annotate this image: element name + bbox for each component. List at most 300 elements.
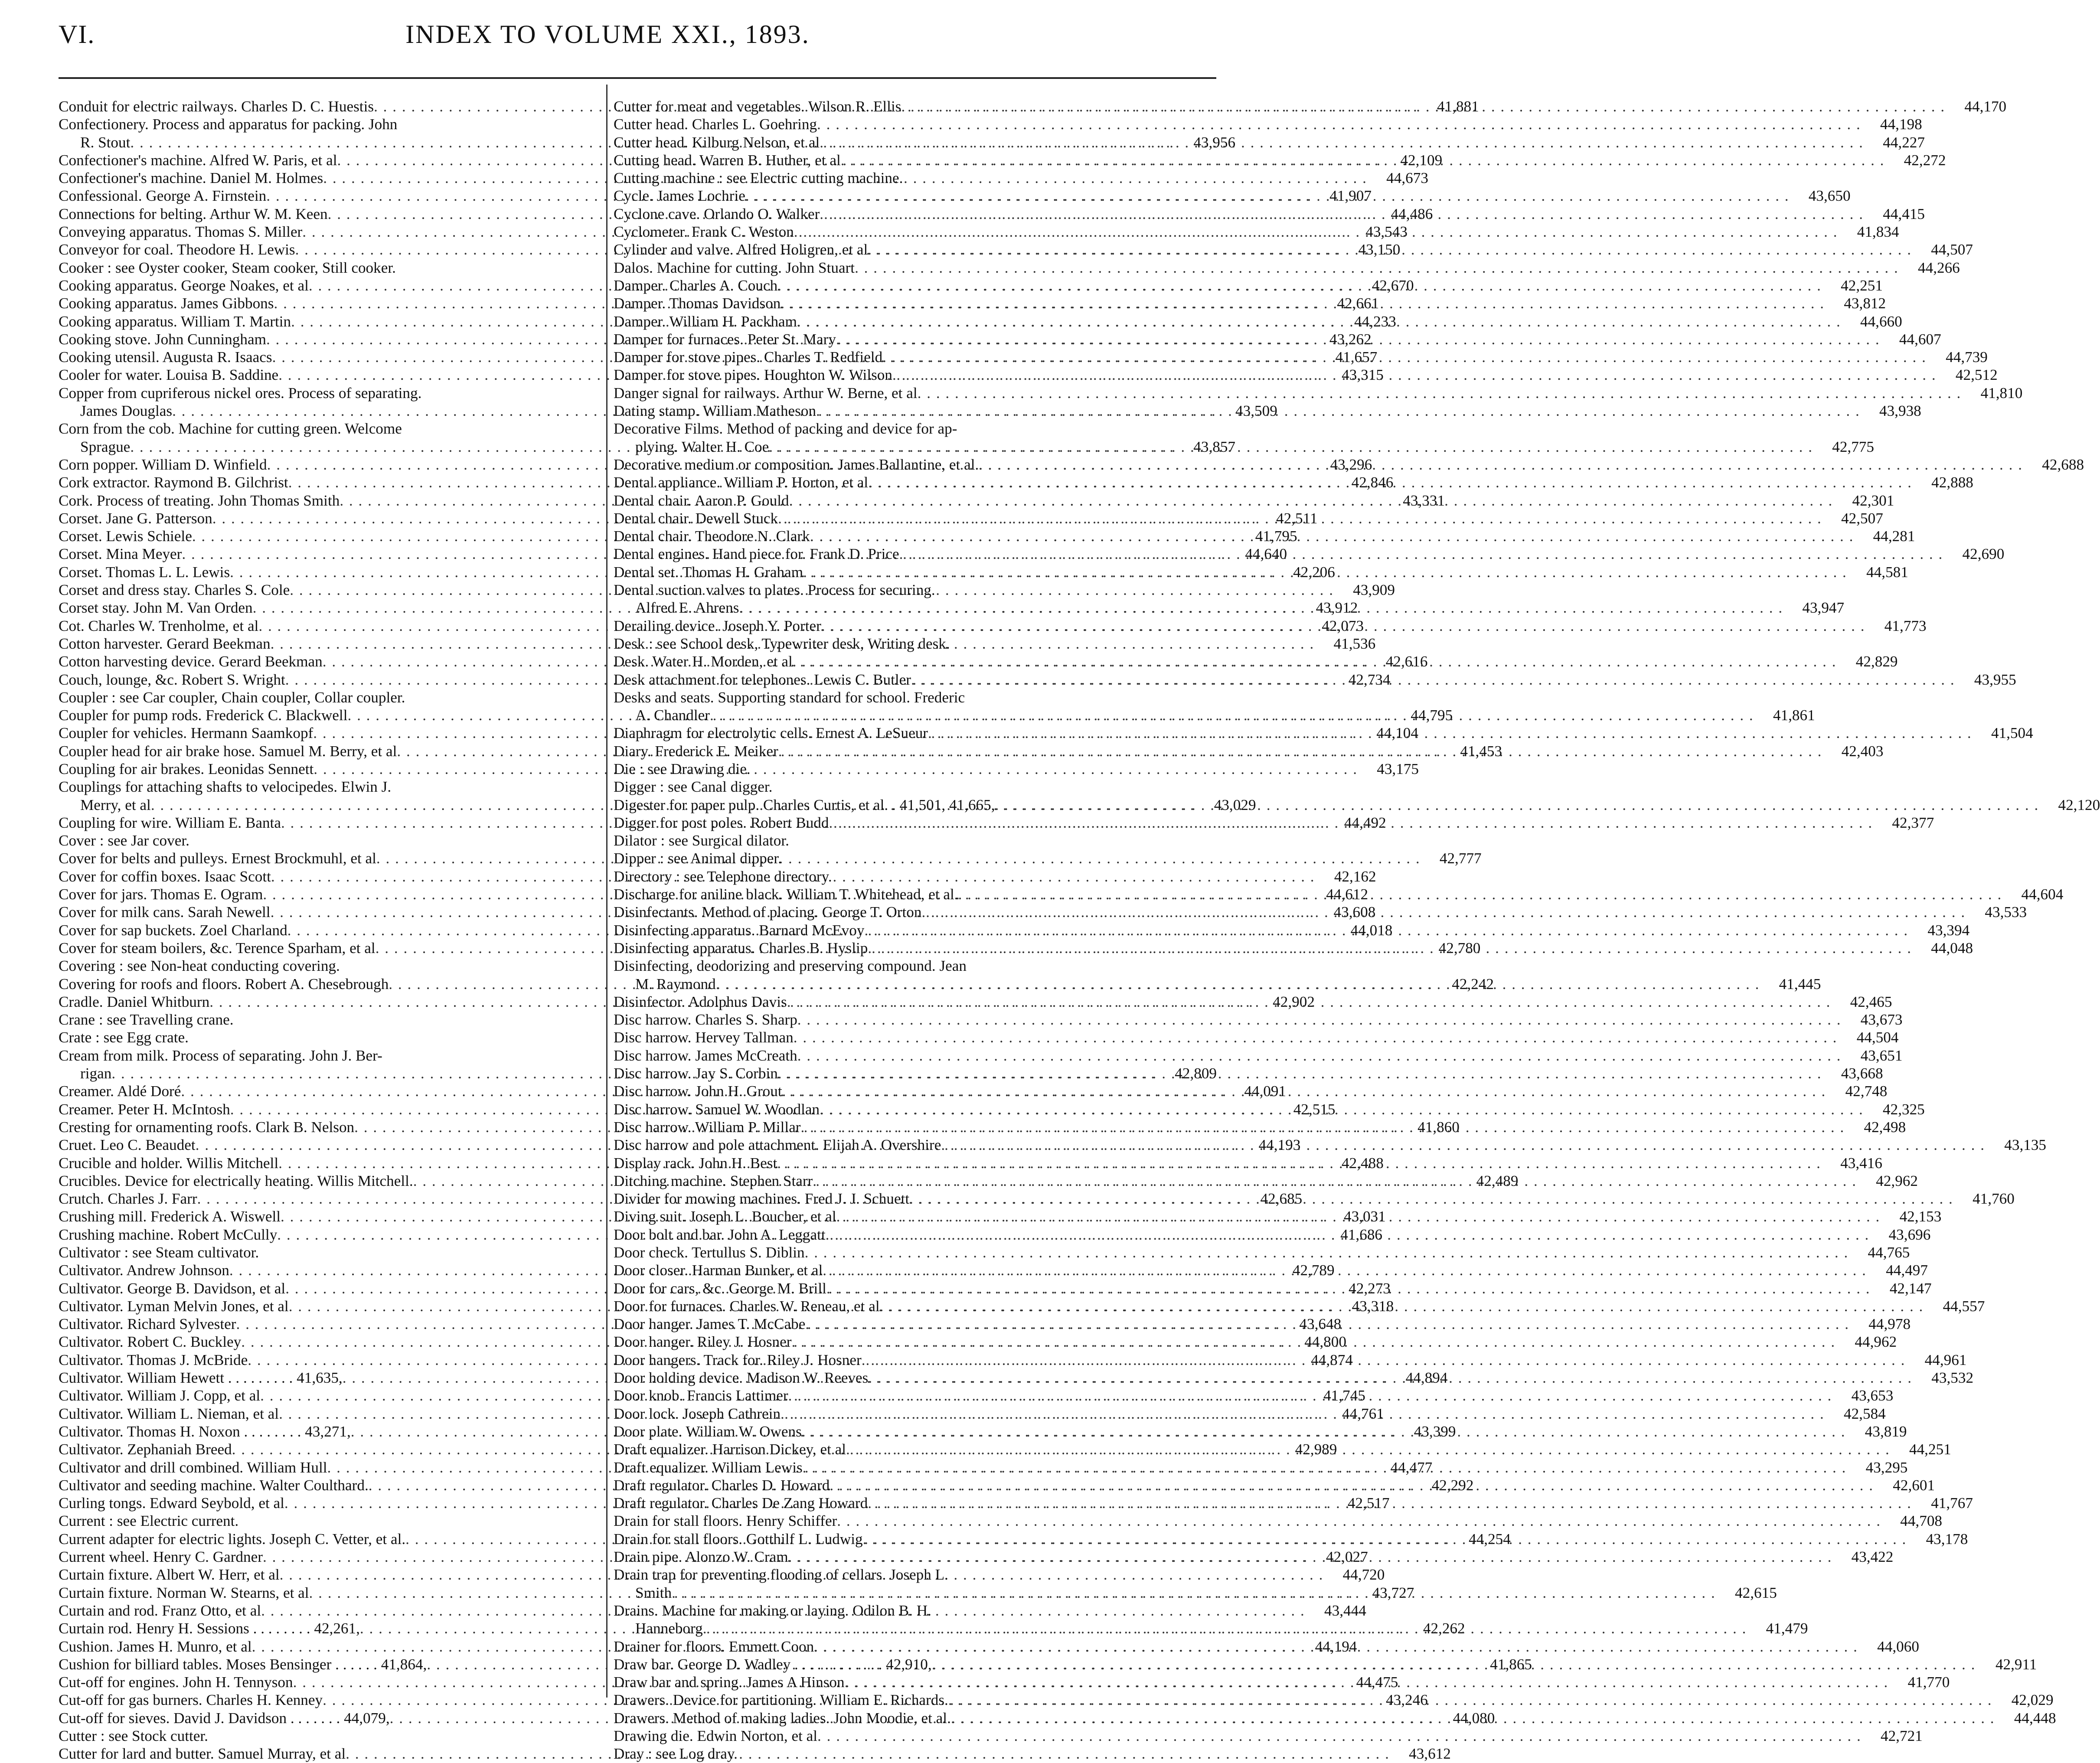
patent-number: 41,453 <box>1460 742 1502 760</box>
entry-text: Cover for steam boilers, &c. Terence Sparham, et al <box>59 939 376 957</box>
patent-number: 42,147 <box>1889 1280 1932 1297</box>
leader-dots <box>805 1315 1849 1333</box>
leader-dots <box>820 205 1864 223</box>
entry-text: Diving suit. Joseph L. Boucher, et al <box>614 1208 836 1225</box>
patent-number: 43,318 <box>1352 1297 1394 1315</box>
leader-dots <box>826 1280 1871 1297</box>
entry-text: Creamer. Peter H. McIntosh <box>59 1100 230 1118</box>
entry-text: Drainer for floors. Emmett Coon <box>614 1638 814 1655</box>
entry-text: Damper. William H. Packham <box>614 313 797 330</box>
leader-dots <box>948 1691 1992 1709</box>
patent-number: 44,673 <box>1386 170 1428 187</box>
leader-dots <box>911 671 1955 689</box>
entry-text: Corset. Thomas L. L. Lewis <box>59 563 230 581</box>
patent-number: 43,178 <box>1926 1530 1968 1548</box>
leader-dots <box>817 1727 1862 1745</box>
entry-text: Cooking apparatus. George Noakes, et al <box>59 277 309 294</box>
entry-text: Conveying apparatus. Thomas S. Miller <box>59 223 303 241</box>
entry-text: Desk. Water H. Morden, et al <box>614 653 793 670</box>
patent-number: 43,150 <box>1358 241 1401 258</box>
patent-number: 44,612 <box>1326 886 1368 903</box>
patent-number: 43,175 <box>1377 760 1419 777</box>
entry-text: Disinfecting apparatus. Barnard McEvoy <box>614 921 865 939</box>
patent-number: 42,846 <box>1351 474 1394 491</box>
entry-text: Cover for milk cans. Sarah Newell <box>59 904 271 921</box>
entry-text: Cultivator. Zephaniah Breed <box>59 1441 232 1458</box>
entry-text: Cutting head. Warren B. Huther, et al <box>614 151 841 169</box>
patent-number: 44,415 <box>1883 205 1925 222</box>
leader-dots <box>710 706 1754 724</box>
entry-text: R. Stout <box>80 134 131 151</box>
patent-number: 42,377 <box>1892 814 1934 831</box>
leader-dots <box>829 814 1873 832</box>
entry-text: Digger : see Canal digger. <box>614 778 773 796</box>
entry-text: Corset. Lewis Schiele <box>59 528 192 545</box>
entry-text: Diary. Frederick E. Meiker <box>614 742 778 760</box>
patent-number: 42,507 <box>1841 509 1883 527</box>
entry-text: Draft regulator. Charles D. Howard <box>614 1476 830 1494</box>
entry-text: Coupler for pump rods. Frederick C. Blackwell <box>59 707 348 724</box>
entry-text: Smith <box>635 1584 672 1601</box>
entry-text: Confessional. George A. Firnstein <box>59 187 267 205</box>
entry-text: Drains. Machine for making or laying. Odilon B. H. <box>614 1602 931 1619</box>
index-entry <box>614 115 1922 133</box>
leader-dots <box>794 1028 1838 1046</box>
patent-number: 44,504 <box>1856 1029 1899 1046</box>
entry-text: Crucible and holder. Willis Mitchell <box>59 1154 279 1172</box>
header-rule <box>59 77 1216 79</box>
entry-text: Conveyor for coal. Theodore H. Lewis <box>59 241 295 258</box>
entry-text: Ditching machine. Stephen Starr <box>614 1172 813 1189</box>
patent-number: 43,947 <box>1802 599 1845 617</box>
entry-text: Drain trap for preventing flooding of cellars. Joseph L. <box>614 1566 948 1583</box>
patent-number: 42,027 <box>1326 1548 1368 1566</box>
entry-text: Draft regulator. Charles De Zang Howard <box>614 1495 868 1512</box>
entry-text: Cutter for meat and vegetables. Wilson R. Ellis <box>614 98 901 115</box>
patent-number: 42,888 <box>1931 474 1973 491</box>
patent-number: 42,206 <box>1293 563 1335 581</box>
leader-dots <box>782 1082 1826 1100</box>
index-entry <box>614 778 1190 796</box>
entry-text: Cooker : see Oyster cooker, Steam cooker, Still cooker. <box>59 259 396 276</box>
patent-number: 44,198 <box>1880 116 1922 133</box>
entry-text: Alfred E. Ahrens <box>635 599 739 617</box>
patent-number: 42,073 <box>1322 617 1364 634</box>
entry-text: Cultivator : see Steam cultivator. <box>59 1244 259 1261</box>
leader-dots <box>868 473 1912 491</box>
patent-number: 42,734 <box>1348 671 1391 688</box>
patent-number: 43,608 <box>1333 904 1376 921</box>
entry-text: Display rack. John H. Best <box>614 1154 777 1172</box>
entry-text: Draft equalizer. William Lewis <box>614 1459 803 1476</box>
index-entry <box>614 1244 1910 1261</box>
patent-number: 41,479 <box>1766 1620 1808 1637</box>
entry-text: Desk : see School desk, Typewriter desk, Writing desk. <box>614 635 950 652</box>
entry-text: Disc harrow. Hervey Tallman <box>614 1029 794 1046</box>
leader-dots <box>797 1011 1842 1028</box>
entry-text: Corset. Jane G. Patterson <box>59 509 212 527</box>
leader-dots <box>778 1064 1822 1082</box>
patent-number: 43,422 <box>1851 1548 1894 1566</box>
entry-text: Couplings for attaching shafts to velocipedes. Elwin J. <box>59 778 392 796</box>
entry-text: Curtain fixture. Norman W. Stearns, et al <box>59 1584 309 1601</box>
patent-number: 42,515 <box>1293 1100 1336 1118</box>
entry-text: Cutter for lard and butter. Samuel Murray, et al <box>59 1745 346 1763</box>
leader-dots <box>716 975 1760 993</box>
entry-text: Cork extractor. Raymond B. Gilchrist <box>59 474 288 491</box>
leader-dots <box>846 1440 1890 1458</box>
patent-number: 42,273 <box>1349 1280 1391 1297</box>
leader-dots <box>868 939 1912 957</box>
entry-text: Cover : see Jar cover. <box>59 832 189 849</box>
entry-text: Door lock. Joseph Cathrein <box>614 1405 781 1422</box>
entry-text: Cover for sap buckets. Zoel Charland <box>59 921 287 939</box>
entry-text: Derailing device. Joseph Y. Porter <box>614 617 821 634</box>
patent-number: 43,648 <box>1299 1316 1342 1333</box>
leader-dots <box>781 294 1825 312</box>
entry-text: Discharge for aniline black. William T. Whitehead, et al. <box>614 886 958 903</box>
entry-text: M. Raymond <box>635 975 716 993</box>
patent-number: 43,135 <box>2004 1136 2047 1154</box>
leader-dots <box>769 438 1813 456</box>
patent-number: 44,640 <box>1245 545 1287 563</box>
leader-dots <box>880 1297 1924 1315</box>
entry-text: Cutter : see Stock cutter. <box>59 1727 208 1745</box>
leader-dots <box>863 1530 1907 1548</box>
patent-number: 41,810 <box>1980 384 2023 402</box>
patent-number: 41,881 <box>1437 98 1479 115</box>
patent-number: 44,581 <box>1866 563 1908 581</box>
patent-number: 43,444 <box>1324 1602 1366 1619</box>
leader-dots <box>921 903 1966 921</box>
index-entry <box>614 1745 1190 1763</box>
leader-dots <box>928 724 1972 742</box>
patent-number: 44,507 <box>1931 241 1973 258</box>
patent-number: 44,080 <box>1453 1709 1495 1727</box>
patent-number: 41,860 <box>1417 1118 1460 1136</box>
index-entry <box>614 259 1960 277</box>
leader-dots <box>836 1208 1881 1225</box>
leader-dots <box>837 1512 1881 1530</box>
patent-number: 43,246 <box>1386 1691 1428 1709</box>
patent-number: 42,829 <box>1855 653 1898 670</box>
patent-number: 42,292 <box>1431 1476 1474 1494</box>
patent-number: 44,978 <box>1868 1316 1911 1333</box>
patent-number: 43,819 <box>1865 1423 1907 1440</box>
leader-dots <box>803 563 1847 581</box>
patent-number: 42,272 <box>1904 151 1946 169</box>
page-number: VI. <box>59 20 95 49</box>
patent-number: 43,696 <box>1888 1226 1931 1243</box>
entry-text: Directory : see Telephone directory. <box>614 868 832 885</box>
patent-number: 44,874 <box>1311 1351 1353 1368</box>
patent-number: 44,708 <box>1900 1512 1942 1530</box>
index-entry <box>614 1047 1903 1064</box>
leader-dots <box>781 1405 1825 1423</box>
patent-number: 43,857 <box>1193 438 1236 455</box>
entry-text: Damper. Charles A. Couch <box>614 277 778 294</box>
leader-dots <box>821 617 1865 635</box>
patent-number: 44,091 <box>1244 1083 1287 1100</box>
patent-number: 42,688 <box>2042 456 2084 473</box>
patent-number: 43,612 <box>1409 1745 1451 1763</box>
entry-text: Cooking stove. John Cunningham <box>59 330 266 348</box>
entry-text: Crutch. Charles J. Farr <box>59 1190 197 1208</box>
entry-text: Door plate. William W. Owens <box>614 1423 802 1440</box>
entry-text: Dental engines. Hand piece for. Frank D. Price <box>614 545 899 563</box>
patent-number: 43,673 <box>1860 1011 1903 1028</box>
patent-number: 42,690 <box>1962 545 2005 563</box>
patent-number: 42,120 <box>2058 796 2100 813</box>
index-entry <box>614 635 1190 653</box>
index-entry <box>59 259 592 277</box>
patent-number: 43,912 <box>1316 599 1358 617</box>
leader-dots <box>672 1584 1716 1602</box>
patent-number: 42,511 <box>1276 509 1318 527</box>
leader-dots <box>855 259 1899 277</box>
leader-dots <box>813 1172 1857 1190</box>
entry-text: Cut-off for sieves. David J. Davidson . . . . . . . 44,079, <box>59 1709 390 1727</box>
entry-text: Drawers. Method of making ladies. John Moodie, et al. <box>614 1709 951 1727</box>
entry-text: Drawing die. Edwin Norton, et al <box>614 1727 818 1745</box>
index-entry <box>59 689 592 706</box>
entry-text: Door hanger. James T. McCabe <box>614 1316 806 1333</box>
patent-number: 43,262 <box>1329 330 1372 348</box>
entry-text: Corset and dress stay. Charles S. Cole <box>59 581 290 599</box>
entry-text: Coupler head for air brake hose. Samuel M. Berry, et al <box>59 742 397 760</box>
patent-number: 42,251 <box>1841 277 1883 294</box>
patent-number: 44,018 <box>1350 921 1393 939</box>
entry-text: Disc harrow. Samuel W. Woodlan <box>614 1100 820 1118</box>
leader-dots <box>882 348 1927 366</box>
leader-dots <box>892 366 1937 384</box>
patent-number: 42,403 <box>1841 742 1884 760</box>
entry-text: Curling tongs. Edward Seybold, et al <box>59 1495 284 1512</box>
entry-text: Diaphragm for electrolytic cells. Ernest A. LeSueur <box>614 725 928 742</box>
entry-text: Merry, et al <box>80 796 151 813</box>
patent-number: 41,795 <box>1255 528 1297 545</box>
leader-dots <box>778 509 1822 527</box>
entry-text: Cushion for billiard tables. Moses Bensinger . . . . . . 41,864, <box>59 1655 427 1673</box>
patent-number: 43,029 <box>1214 796 1256 813</box>
patent-number: 43,651 <box>1860 1047 1903 1064</box>
patent-number: 42,780 <box>1438 939 1481 957</box>
entry-text: Disinfector. Adolphus Davis <box>614 993 787 1010</box>
entry-text: Cutting machine : see Electric cutting machine. <box>614 170 903 187</box>
entry-text: Die : see Drawing die. <box>614 760 751 777</box>
entry-text: Dental suction valves to plates. Process for securing. <box>614 581 935 599</box>
leader-dots <box>868 1494 1912 1512</box>
leader-dots <box>793 653 1837 670</box>
patent-number: 44,761 <box>1342 1405 1384 1422</box>
index-entry <box>614 1512 1942 1530</box>
patent-number: 42,109 <box>1400 151 1443 169</box>
entry-text: Drain pipe. Alonzo W. Cram <box>614 1548 788 1566</box>
index-entry <box>59 957 592 975</box>
leader-dots <box>788 1387 1832 1404</box>
leader-dots <box>958 885 2002 903</box>
leader-dots <box>789 492 1833 509</box>
entry-text: Cut-off for gas burners. Charles H. Kenney <box>59 1691 323 1709</box>
entry-text: Confectioner's machine. Daniel M. Holmes <box>59 170 323 187</box>
patent-number: 43,399 <box>1414 1423 1456 1440</box>
entry-text: Damper for furnaces. Peter St. Mary <box>614 330 836 348</box>
entry-text: Crane : see Travelling crane. <box>59 1011 234 1028</box>
patent-number: 42,517 <box>1347 1495 1390 1512</box>
entry-text: Cork. Process of treating. John Thomas Smith <box>59 492 340 509</box>
patent-number: 41,745 <box>1323 1387 1365 1404</box>
patent-number: 43,315 <box>1342 366 1384 384</box>
patent-number: 44,961 <box>1924 1351 1967 1368</box>
entry-text: Dilator : see Surgical dilator. <box>614 832 789 849</box>
patent-number: 42,153 <box>1899 1208 1942 1225</box>
patent-number: 42,029 <box>2011 1691 2054 1709</box>
leader-dots <box>901 98 1945 115</box>
entry-text: Dray : see Log dray. <box>614 1745 738 1763</box>
entry-text: Crucibles. Device for electrically heating. Willis Mitchell. <box>59 1172 413 1189</box>
patent-number: 42,616 <box>1385 653 1428 670</box>
leader-dots <box>801 1118 1845 1136</box>
patent-number: 42,488 <box>1342 1154 1384 1172</box>
leader-dots <box>941 1136 1985 1154</box>
patent-number: 42,777 <box>1439 850 1482 867</box>
leader-dots <box>862 1351 1906 1369</box>
entry-text: Damper for stove pipes. Charles T. Redfield <box>614 349 883 366</box>
entry-text: Cooking apparatus. James Gibbons <box>59 295 274 312</box>
patent-number: 44,104 <box>1376 725 1418 742</box>
leader-dots <box>791 1333 1835 1351</box>
patent-number: 42,721 <box>1880 1727 1923 1745</box>
leader-dots <box>951 1709 1995 1727</box>
entry-text: Disc harrow and pole attachment. Elijah A. Overshire <box>614 1136 941 1154</box>
entry-text: Cylinder and valve. Alfred Holigren, et al <box>614 241 868 258</box>
entry-text: James Douglas <box>80 402 173 420</box>
patent-number: 44,170 <box>1964 98 2007 115</box>
entry-text: Cycle. James Lochrie <box>614 187 745 205</box>
patent-number: 41,861 <box>1773 707 1815 724</box>
patent-number: 43,509 <box>1235 402 1277 420</box>
entry-text: Current adapter for electric lights. Joseph C. Vetter, et al. <box>59 1530 406 1548</box>
leader-dots <box>820 134 1864 151</box>
patent-number: 41,445 <box>1779 975 1821 993</box>
patent-number: 44,557 <box>1943 1297 1985 1315</box>
entry-text: Dental set. Thomas H. Graham <box>614 563 803 581</box>
entry-text: Door check. Tertullus S. Diblin <box>614 1244 805 1261</box>
leader-dots <box>826 1226 1870 1244</box>
entry-text: Door hanger. Riley J. Hosner <box>614 1333 792 1351</box>
entry-text: Cushion. James H. Munro, et al <box>59 1638 252 1655</box>
patent-number: 44,193 <box>1258 1136 1301 1154</box>
patent-number: 43,727 <box>1372 1584 1414 1601</box>
patent-number: 41,760 <box>1973 1190 2015 1208</box>
entry-text: Cultivator. William J. Copp, et al <box>59 1387 261 1404</box>
index-entry <box>59 1244 592 1261</box>
leader-dots <box>797 1047 1842 1064</box>
entry-text: Cultivator. Thomas J. McBride <box>59 1351 248 1368</box>
leader-dots <box>995 796 2039 814</box>
patent-number: 42,512 <box>1955 366 1998 384</box>
patent-number: 43,296 <box>1330 456 1372 473</box>
entry-text: Drawers. Device for partitioning. William E. Richards. <box>614 1691 948 1709</box>
patent-number: 44,604 <box>2021 886 2064 903</box>
leader-dots <box>703 1619 1747 1637</box>
entry-text: Desks and seats. Supporting standard for school. Frederic <box>614 689 965 706</box>
entry-text: Corn from the cob. Machine for cutting green. Welcome <box>59 420 402 437</box>
patent-number: 42,465 <box>1850 993 1892 1010</box>
leader-dots <box>864 921 1908 939</box>
leader-dots <box>932 1655 1976 1673</box>
entry-text: Current : see Electric current. <box>59 1512 239 1530</box>
entry-text: Hanneborg <box>635 1620 703 1637</box>
leader-dots <box>814 1638 1858 1655</box>
patent-number: 41,865 <box>1490 1655 1532 1673</box>
entry-text: Crushing mill. Frederick A. Wiswell <box>59 1208 281 1225</box>
leader-dots <box>803 1459 1847 1476</box>
entry-text: Decorative Films. Method of packing and device for ap- <box>614 420 957 437</box>
patent-number: 43,653 <box>1851 1387 1894 1404</box>
entry-text: Disinfecting apparatus. Charles B. Hyslip <box>614 939 868 957</box>
patent-number: 44,048 <box>1931 939 1973 957</box>
patent-number: 42,498 <box>1864 1118 1906 1136</box>
entry-text: Cultivator. Thomas H. Noxon . . . . . . . . 43,271, <box>59 1423 351 1440</box>
entry-text: Dalos. Machine for cutting. John Stuart <box>614 259 855 276</box>
entry-text: Draw bar and spring. James A Hinson <box>614 1674 845 1691</box>
entry-text: Conduit for electric railways. Charles D. C. Huestis <box>59 98 374 115</box>
patent-number: 43,394 <box>1927 921 1970 939</box>
entry-text: Cutter head. Kilburg Nelson, et al <box>614 134 820 151</box>
entry-text: Damper. Thomas Davidson <box>614 295 781 312</box>
entry-text: Confectionery. Process and apparatus for packing. John <box>59 116 398 133</box>
patent-number: 44,962 <box>1855 1333 1897 1351</box>
entry-text: Cooler for water. Louisa B. Saddine <box>59 366 279 384</box>
entry-text: Cultivator. Andrew Johnson <box>59 1262 229 1279</box>
entry-text: Dental chair. Dewell Stuck <box>614 509 778 527</box>
entry-text: Crushing machine. Robert McCully <box>59 1226 278 1243</box>
entry-text: Door closer. Harman Bunker, et al <box>614 1262 823 1279</box>
leader-dots <box>845 1673 1889 1691</box>
index-entry <box>614 169 1190 187</box>
patent-number: 44,607 <box>1899 330 1941 348</box>
patent-number: 41,504 <box>1991 725 2033 742</box>
index-entry <box>614 832 1190 849</box>
patent-number: 44,266 <box>1918 259 1960 276</box>
index-entry <box>59 1011 592 1028</box>
patent-number: 41,657 <box>1335 349 1378 366</box>
entry-text: Cotton harvester. Gerard Beekman <box>59 635 271 652</box>
index-entry <box>59 832 592 849</box>
entry-text: Decorative medium or composition. James Ballantine, et al. <box>614 456 979 473</box>
entry-text: Crate : see Egg crate. <box>59 1029 189 1046</box>
page-title: INDEX TO VOLUME XXI., 1893. <box>405 20 810 49</box>
entry-text: Curtain fixture. Albert W. Herr, et al <box>59 1566 280 1583</box>
entry-text: Corn popper. William D. Winfield <box>59 456 267 473</box>
patent-number: 44,497 <box>1886 1262 1928 1279</box>
patent-number: 44,448 <box>2014 1709 2056 1727</box>
patent-number: 43,650 <box>1808 187 1851 205</box>
entry-text: Coupling for wire. William E. Banta <box>59 814 281 831</box>
patent-number: 44,492 <box>1344 814 1386 831</box>
entry-text: Confectioner's machine. Alfred W. Paris, et al <box>59 151 337 169</box>
patent-number: 44,795 <box>1411 707 1453 724</box>
patent-number: 42,301 <box>1852 492 1894 509</box>
entry-text: Couch, lounge, &c. Robert S. Wright <box>59 671 285 688</box>
entry-text: Draw bar. George D. Wadley . . . . . . . . . . . . 42,910, <box>614 1655 932 1673</box>
patent-number: 44,194 <box>1315 1638 1357 1655</box>
entry-text: Covering for roofs and floors. Robert A. Chesebrough <box>59 975 389 993</box>
entry-text: Cutter head. Charles L. Goehring <box>614 116 817 133</box>
patent-number: 42,661 <box>1337 295 1379 312</box>
patent-number: 41,767 <box>1931 1495 1973 1512</box>
